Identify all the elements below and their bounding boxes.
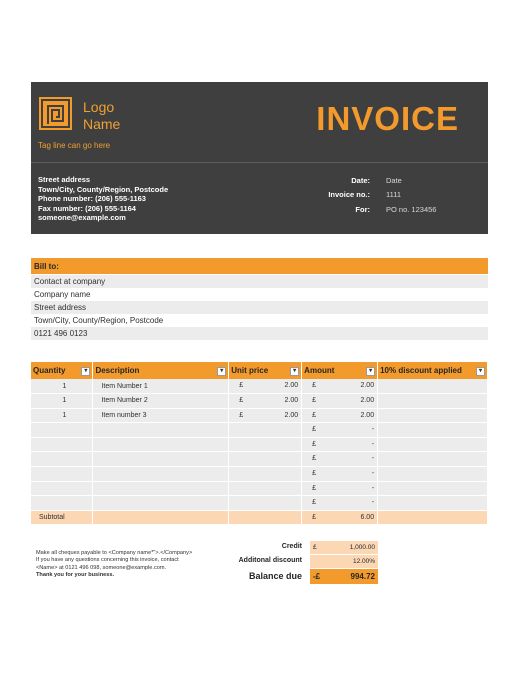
amount-cell [302,467,378,482]
discount-cell [378,496,488,511]
currency-symbol: £ [312,484,317,492]
quantity-cell[interactable]: 1 [31,394,93,409]
balance-row [230,569,390,582]
bill-to-header [31,258,488,274]
currency-symbol: £ [312,455,317,463]
currency-symbol: £ [239,411,244,419]
meta-value: PO no. 123456 [386,205,437,214]
discount-label: Additonal discount [238,557,302,564]
quantity-cell[interactable] [31,452,93,467]
meta-label: Date: [351,176,370,185]
credit-value: 1,000.00 [349,544,375,551]
currency-symbol: £ [312,397,317,405]
filter-dropdown-icon[interactable]: ▾ [366,367,375,376]
column-label: Amount [304,366,335,375]
discount-cell [378,452,488,467]
subtotal-amount [302,510,378,525]
quantity-cell[interactable] [31,467,93,482]
column-label: Description [95,366,140,375]
balance-label: Balance due [248,571,302,581]
meta-value: 1111 [386,190,402,199]
table-row [31,423,488,438]
header-divider [31,162,488,163]
unit-price-cell[interactable] [229,423,302,438]
description-cell[interactable] [93,452,229,467]
discount-cell [378,408,488,423]
amount-value: 2.00 [360,382,375,389]
meta-label: For: [355,205,370,214]
unit-price-cell[interactable] [229,481,302,496]
unit-price-cell[interactable] [229,394,302,409]
unit-price-cell[interactable] [229,452,302,467]
amount-cell [302,379,378,394]
unit-price-cell[interactable] [229,379,302,394]
quantity-cell[interactable] [31,423,93,438]
quantity-cell[interactable]: 1 [31,408,93,423]
discount-cell[interactable] [310,555,378,568]
logo-line-2: Name [83,116,121,132]
logo-name [83,99,120,133]
table-cell [378,510,488,525]
amount-value: 2.00 [360,397,375,405]
table-row [31,408,488,423]
amount-value: - [371,426,375,434]
meta-value: Date [386,176,402,185]
table-row [31,437,488,452]
subtotal-value: 6.00 [360,513,375,521]
description-cell[interactable] [93,496,229,511]
amount-cell [302,496,378,511]
currency-symbol: £ [312,513,317,521]
notes-line-3: <Name> at 0121 496 098, someone@example.com. [36,564,167,571]
table-cell [229,510,302,525]
balance-value: 994.72 [350,572,375,581]
filter-dropdown-icon[interactable]: ▾ [81,367,90,376]
amount-cell [302,452,378,467]
address-street: Street address [38,175,91,184]
table-cell [93,510,229,525]
items-header-row [31,362,488,379]
items-table [31,362,488,525]
unit-price-cell[interactable] [229,496,302,511]
table-row [31,481,488,496]
filter-dropdown-icon[interactable]: ▾ [217,367,226,376]
discount-cell [378,467,488,482]
amount-value: - [371,455,375,463]
notes-thanks: Thank you for your business. [36,572,115,579]
amount-cell [302,394,378,409]
description-cell[interactable] [93,481,229,496]
bill-to-contact: Contact at company [31,275,488,288]
amount-cell [302,481,378,496]
notes-line-2: If you have any questions concerning this invoice, contact [36,557,179,564]
currency-symbol: £ [239,397,244,405]
quantity-cell[interactable] [31,437,93,452]
quantity-cell[interactable] [31,481,93,496]
notes-line-1: Make all cheques payable to <Company name*">.</Company> [36,550,193,556]
amount-value: 2.00 [360,411,375,419]
logo-maze-icon [39,97,72,130]
meta-label: Invoice no.: [328,190,370,199]
unit-price-value: 2.00 [284,397,299,405]
unit-price-cell[interactable] [229,467,302,482]
address-town: Town/City, County/Region, Postcode [38,184,169,194]
filter-dropdown-icon[interactable]: ▾ [476,367,485,376]
bill-to-town: Town/City, County/Region, Postcode [34,316,164,325]
currency-symbol: £ [312,382,317,389]
table-row [31,452,488,467]
description-cell[interactable]: Item number 3 [93,408,229,423]
column-unit-price[interactable] [229,362,302,379]
filter-dropdown-icon[interactable]: ▾ [290,367,299,376]
currency-symbol: £ [312,499,317,507]
table-row [31,379,488,394]
table-row [31,496,488,511]
amount-cell [302,423,378,438]
discount-value: 12.00% [352,558,375,565]
column-discount[interactable] [378,362,488,379]
meta-row-date [31,176,488,188]
meta-row-for [31,205,488,217]
quantity-cell[interactable]: 1 [31,379,93,394]
description-cell[interactable]: Item Number 2 [93,394,229,409]
invoice-title: INVOICE [316,100,459,137]
meta-row-invoice-no [31,190,488,202]
discount-cell [378,394,488,409]
bill-to-label: Bill to: [34,262,59,271]
discount-cell [378,437,488,452]
bill-to-phone: 0121 496 0123 [31,327,488,340]
currency-symbol: £ [312,411,317,419]
column-amount[interactable] [302,362,378,379]
discount-row [230,555,390,568]
currency-symbol: -£ [313,572,321,581]
currency-symbol: £ [313,544,317,551]
currency-symbol: £ [312,426,317,434]
amount-value: - [371,440,375,448]
discount-cell [378,423,488,438]
subtotal-row [31,510,488,525]
description-cell[interactable]: Item Number 1 [93,379,229,394]
column-quantity[interactable] [31,362,93,379]
discount-cell [378,481,488,496]
description-cell[interactable] [93,437,229,452]
credit-row [230,541,390,554]
credit-cell[interactable] [310,541,378,554]
address-fax: Fax number: (206) 555-1164 [38,203,136,213]
currency-symbol: £ [312,470,317,478]
address-email: someone@example.com [38,213,126,223]
balance-cell [310,569,378,584]
quantity-cell[interactable] [31,496,93,511]
tagline: Tag line can go here [38,141,111,150]
table-row [31,467,488,482]
unit-price-cell[interactable] [229,437,302,452]
currency-symbol: £ [239,382,244,389]
currency-symbol: £ [312,440,317,448]
unit-price-value: 2.00 [284,411,299,419]
amount-cell [302,408,378,423]
column-label: Unit price [231,366,269,375]
payment-notes [36,550,236,580]
unit-price-value: 2.00 [284,382,299,389]
unit-price-cell[interactable] [229,408,302,423]
column-label: Quantity [33,366,66,375]
address-phone: Phone number: (206) 555-1163 [38,194,146,204]
logo-line-1: Logo [83,99,115,115]
column-label: 10% discount applied [380,366,462,375]
description-cell[interactable] [93,423,229,438]
amount-value: - [371,499,375,507]
amount-value: - [371,470,375,478]
column-description[interactable] [93,362,229,379]
discount-cell [378,379,488,394]
amount-cell [302,437,378,452]
amount-value: - [371,484,375,492]
bill-to-company: Company name [34,290,91,299]
table-row [31,394,488,409]
credit-label: Credit [281,543,302,550]
invoice-header [31,82,488,234]
subtotal-label: Subtotal [31,510,93,525]
description-cell[interactable] [93,467,229,482]
bill-to-street: Street address [31,301,488,314]
